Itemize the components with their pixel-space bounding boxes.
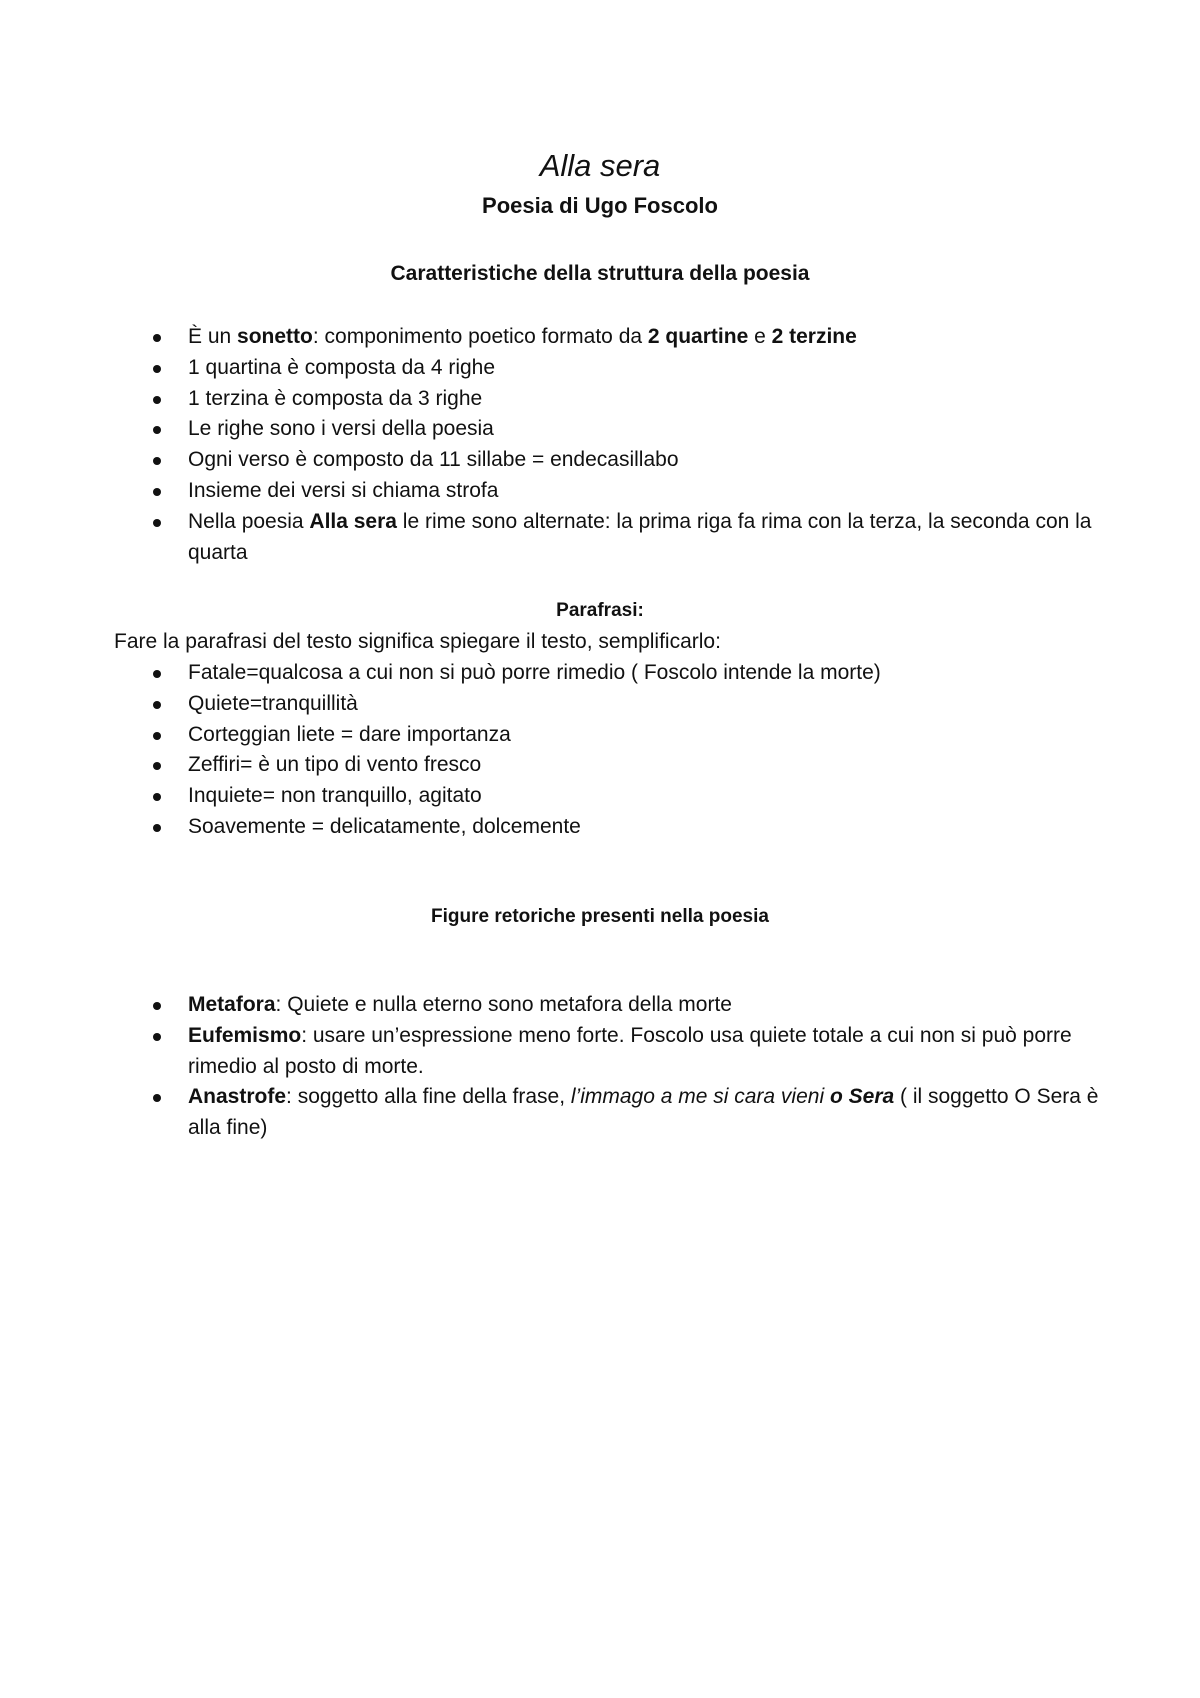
list-item (0, 1021, 1200, 1083)
list-item (0, 812, 1200, 843)
list-item (0, 658, 1200, 689)
bullet-icon (153, 732, 161, 740)
list-item (0, 353, 1200, 384)
list-item (0, 990, 1200, 1021)
bullet-icon (153, 519, 161, 527)
bullet-icon (153, 457, 161, 465)
bullet-icon (153, 1094, 161, 1102)
item-term: Metafora (188, 993, 276, 1016)
struttura-list (0, 322, 1200, 568)
item-text: Le righe sono i versi della poesia (188, 417, 494, 441)
bullet-icon (153, 793, 161, 801)
parafrasi-intro: Fare la parafrasi del testo significa spiegare il testo, semplificarlo: (114, 630, 721, 653)
list-item (0, 322, 1200, 353)
bullet-icon (153, 1002, 161, 1010)
list-item (0, 720, 1200, 751)
list-item (0, 507, 1200, 569)
item-text: Inquiete= non tranquillo, agitato (188, 784, 482, 808)
bullet-icon (153, 488, 161, 496)
item-text: e (754, 325, 772, 348)
item-text: Zeffiri= è un tipo di vento fresco (188, 753, 482, 777)
item-term: Anastrofe (188, 1085, 287, 1109)
list-item (0, 750, 1200, 781)
parafrasi-heading: Parafrasi: (556, 600, 644, 621)
list-item (0, 689, 1200, 720)
parafrasi-list (0, 658, 1200, 843)
item-bold-text: sonetto (237, 325, 313, 348)
item-text: Insieme dei versi si chiama strofa (188, 478, 499, 502)
list-item (0, 384, 1200, 415)
list-item (0, 445, 1200, 476)
item-bold-text: 2 terzine (771, 325, 857, 348)
list-item (0, 781, 1200, 812)
figure-list (0, 990, 1200, 1144)
item-text: 1 terzina è composta da 3 righe (188, 386, 483, 410)
item-text: ( il soggetto O Sera è alla fine) (188, 1085, 1099, 1140)
item-bold-italic-quote: o Sera (829, 1085, 895, 1109)
item-text: : componimento poetico formato da (312, 325, 648, 348)
document-subtitle: Poesia di Ugo Foscolo (482, 193, 718, 218)
item-term: Eufemismo (188, 1023, 302, 1047)
bullet-icon (153, 824, 161, 832)
figure-heading: Figure retoriche presenti nella poesia (431, 906, 769, 927)
struttura-heading: Caratteristiche della struttura della poesia (390, 262, 810, 285)
list-item (0, 414, 1200, 445)
bullet-icon (153, 701, 161, 709)
bullet-icon (153, 670, 161, 678)
bullet-icon (153, 1033, 161, 1041)
item-text: Fatale=qualcosa a cui non si può porre rimedio ( Foscolo intende la morte) (188, 661, 881, 684)
item-text: Ogni verso è composto da 11 sillabe = endecasillabo (188, 448, 679, 472)
item-text: : soggetto alla fine della frase, (286, 1085, 571, 1109)
item-text: Soavemente = delicatamente, dolcemente (188, 814, 581, 838)
item-text: Nella poesia (188, 509, 310, 533)
item-text: : Quiete e nulla eterno sono metafora della morte (275, 993, 732, 1016)
bullet-icon (153, 426, 161, 434)
bullet-icon (153, 334, 161, 342)
item-bold-text: Alla sera (309, 509, 397, 533)
item-text: le rime sono alternate: la prima riga fa rima con la terza, la seconda con la quarta (188, 509, 1092, 564)
list-item (0, 1082, 1200, 1144)
bullet-icon (153, 762, 161, 770)
item-bold-text: 2 quartine (647, 325, 755, 348)
item-text: È un (188, 325, 238, 348)
bullet-icon (153, 365, 161, 373)
item-italic-quote: l’immago a me si cara vieni (570, 1085, 830, 1109)
document-title: Alla sera (539, 148, 661, 183)
item-text: : usare un’espressione meno forte. Foscolo usa quiete totale a cui non si può porre rimedio al posto di morte. (188, 1023, 1072, 1078)
item-text: Corteggian liete = dare importanza (188, 722, 511, 746)
item-text: Quiete=tranquillità (188, 691, 358, 715)
bullet-icon (153, 396, 161, 404)
list-item (0, 476, 1200, 507)
item-text: 1 quartina è composta da 4 righe (188, 355, 496, 379)
